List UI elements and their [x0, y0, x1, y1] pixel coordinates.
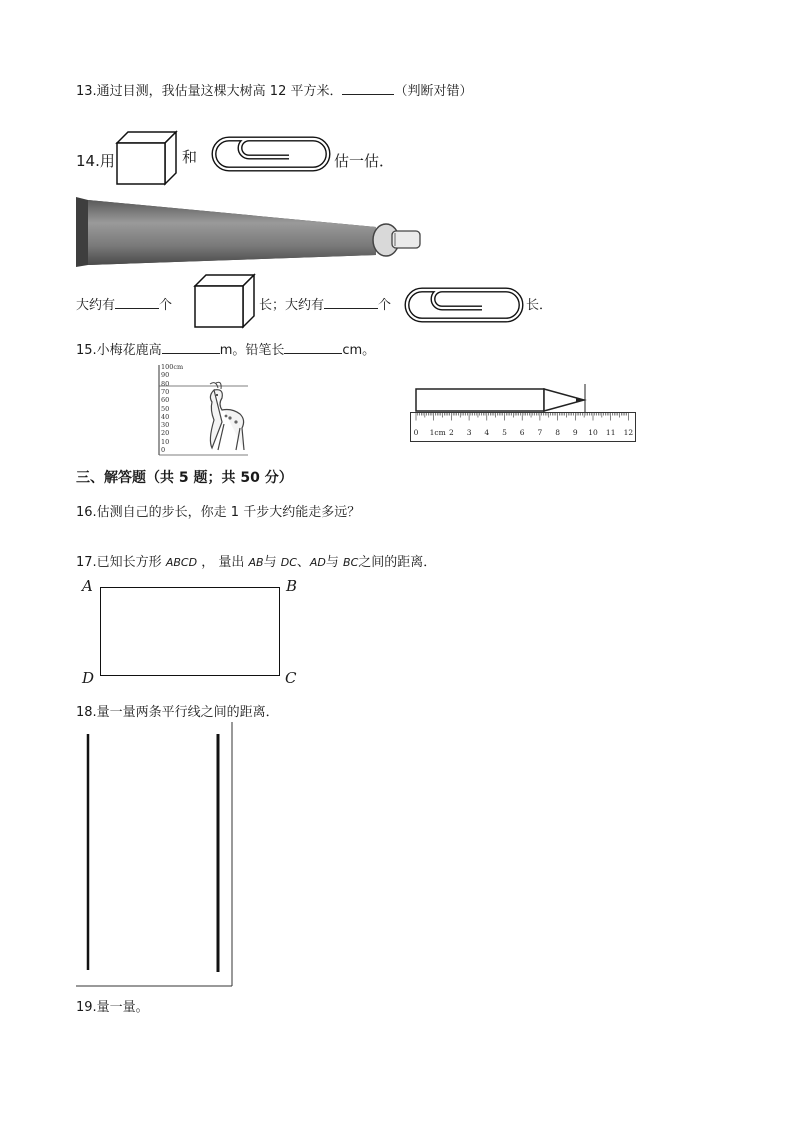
cube-icon: [116, 131, 178, 187]
deer-scale-label: 30: [161, 421, 170, 430]
q15-pencil-length-blank[interactable]: [284, 341, 342, 354]
ruler-tick-label: 6: [519, 428, 525, 437]
ruler-tick-label: 1cm: [429, 428, 446, 437]
deer-scale-labels: [161, 364, 191, 456]
q14-answer-part1: [76, 294, 172, 313]
deer-scale-label: 40: [161, 412, 170, 421]
deer-scale-label: 80: [161, 379, 170, 388]
cube-icon-small: [194, 274, 256, 330]
question-15: [76, 339, 375, 358]
q15-unit-m: m。铅笔长: [219, 343, 285, 358]
q13-text: 13.通过目测，我估量这棵大树高 12 平方米．: [76, 84, 343, 99]
deer-scale-label: 90: [161, 371, 170, 380]
ruler-tick-label: 12: [623, 428, 634, 437]
corner-a-label: A: [82, 577, 93, 595]
parallel-lines-figure: [76, 722, 236, 988]
ruler-icon: [410, 412, 636, 442]
deer-scale-label: 0: [161, 446, 166, 454]
deer-scale-label: 60: [161, 396, 170, 405]
deer-scale-label: 10: [161, 437, 170, 446]
q15-label: 15.小梅花鹿高: [76, 343, 162, 358]
ruler-tick-label: 5: [502, 428, 507, 437]
question-19: 19.量一量。: [76, 1000, 149, 1015]
q14-chang2: 长．: [526, 298, 553, 313]
q13-answer-blank[interactable]: [342, 82, 394, 95]
q17-part1: 17.已知长方形: [76, 555, 162, 570]
q14-daoyue-label: 大约有: [76, 298, 116, 313]
q14-clip-count-blank[interactable]: [324, 296, 378, 309]
q14-and: 和: [182, 148, 198, 166]
deer-scale-label: 20: [161, 429, 170, 438]
q17-part3: 之间的距离．: [358, 555, 437, 570]
question-18: 18.量一量两条平行线之间的距离．: [76, 705, 279, 720]
deer-scale-label: 70: [161, 387, 170, 396]
ruler-tick-label: 4: [484, 428, 490, 437]
pencil-ruler-figure: [410, 384, 636, 442]
deer-scale-label: 50: [161, 404, 170, 413]
ruler-tick-label: 9: [572, 428, 578, 437]
q17-yu2: 与: [325, 555, 339, 570]
question-13: [76, 80, 473, 99]
q17-ab: AB: [248, 556, 264, 569]
corner-b-label: B: [286, 577, 298, 595]
ruler-tick-label: 11: [605, 428, 616, 437]
ruler-tick-label: 0: [413, 428, 419, 437]
corner-c-label: C: [285, 669, 297, 687]
q17-ad: AD: [309, 556, 326, 569]
paperclip-icon: [211, 136, 331, 172]
q17-yu1: 与: [263, 555, 277, 570]
rectangle-abcd: [100, 587, 280, 676]
q14-unit-ge1: 个: [159, 298, 173, 313]
paperclip-icon-small: [404, 287, 524, 323]
deer-icon: [200, 380, 248, 454]
q14-suffix: 估一估．: [334, 152, 395, 170]
q14-cube-count-blank[interactable]: [115, 296, 159, 309]
q14-chang1-label: 长；大约有: [259, 298, 325, 313]
ruler-tick-label: 10: [588, 428, 598, 437]
deer-scale-label: 100cm: [161, 363, 184, 371]
question-17: [76, 551, 436, 570]
q15-deer-height-blank[interactable]: [162, 341, 220, 354]
q17-bc: BC: [343, 556, 359, 569]
q14-unit-ge2: 个: [378, 298, 392, 313]
q17-dun: 、: [296, 555, 310, 570]
tube-object-image: [76, 195, 426, 267]
ruler-tick-label: 2: [449, 428, 454, 437]
deer-scale-figure: [156, 364, 250, 456]
q17-abcd: ABCD: [165, 556, 198, 569]
q17-part2: ， 量出: [201, 555, 245, 570]
ruler-tick-label: 7: [537, 428, 543, 437]
ruler-tick-label: 3: [466, 428, 472, 437]
section-3-title: 三、解答题（共 5 题；共 50 分）: [76, 470, 293, 486]
corner-d-label: D: [82, 669, 95, 687]
q17-dc: DC: [280, 556, 297, 569]
question-16: 16.估测自己的步长，你走 1 千步大约能走多远？: [76, 505, 361, 520]
q13-suffix: （判断对错）: [394, 84, 473, 99]
ruler-tick-label: 8: [555, 428, 560, 437]
q15-unit-cm: cm。: [342, 343, 376, 358]
q14-prefix: 14.用: [76, 152, 115, 170]
q14-answer-part2: [259, 294, 391, 313]
